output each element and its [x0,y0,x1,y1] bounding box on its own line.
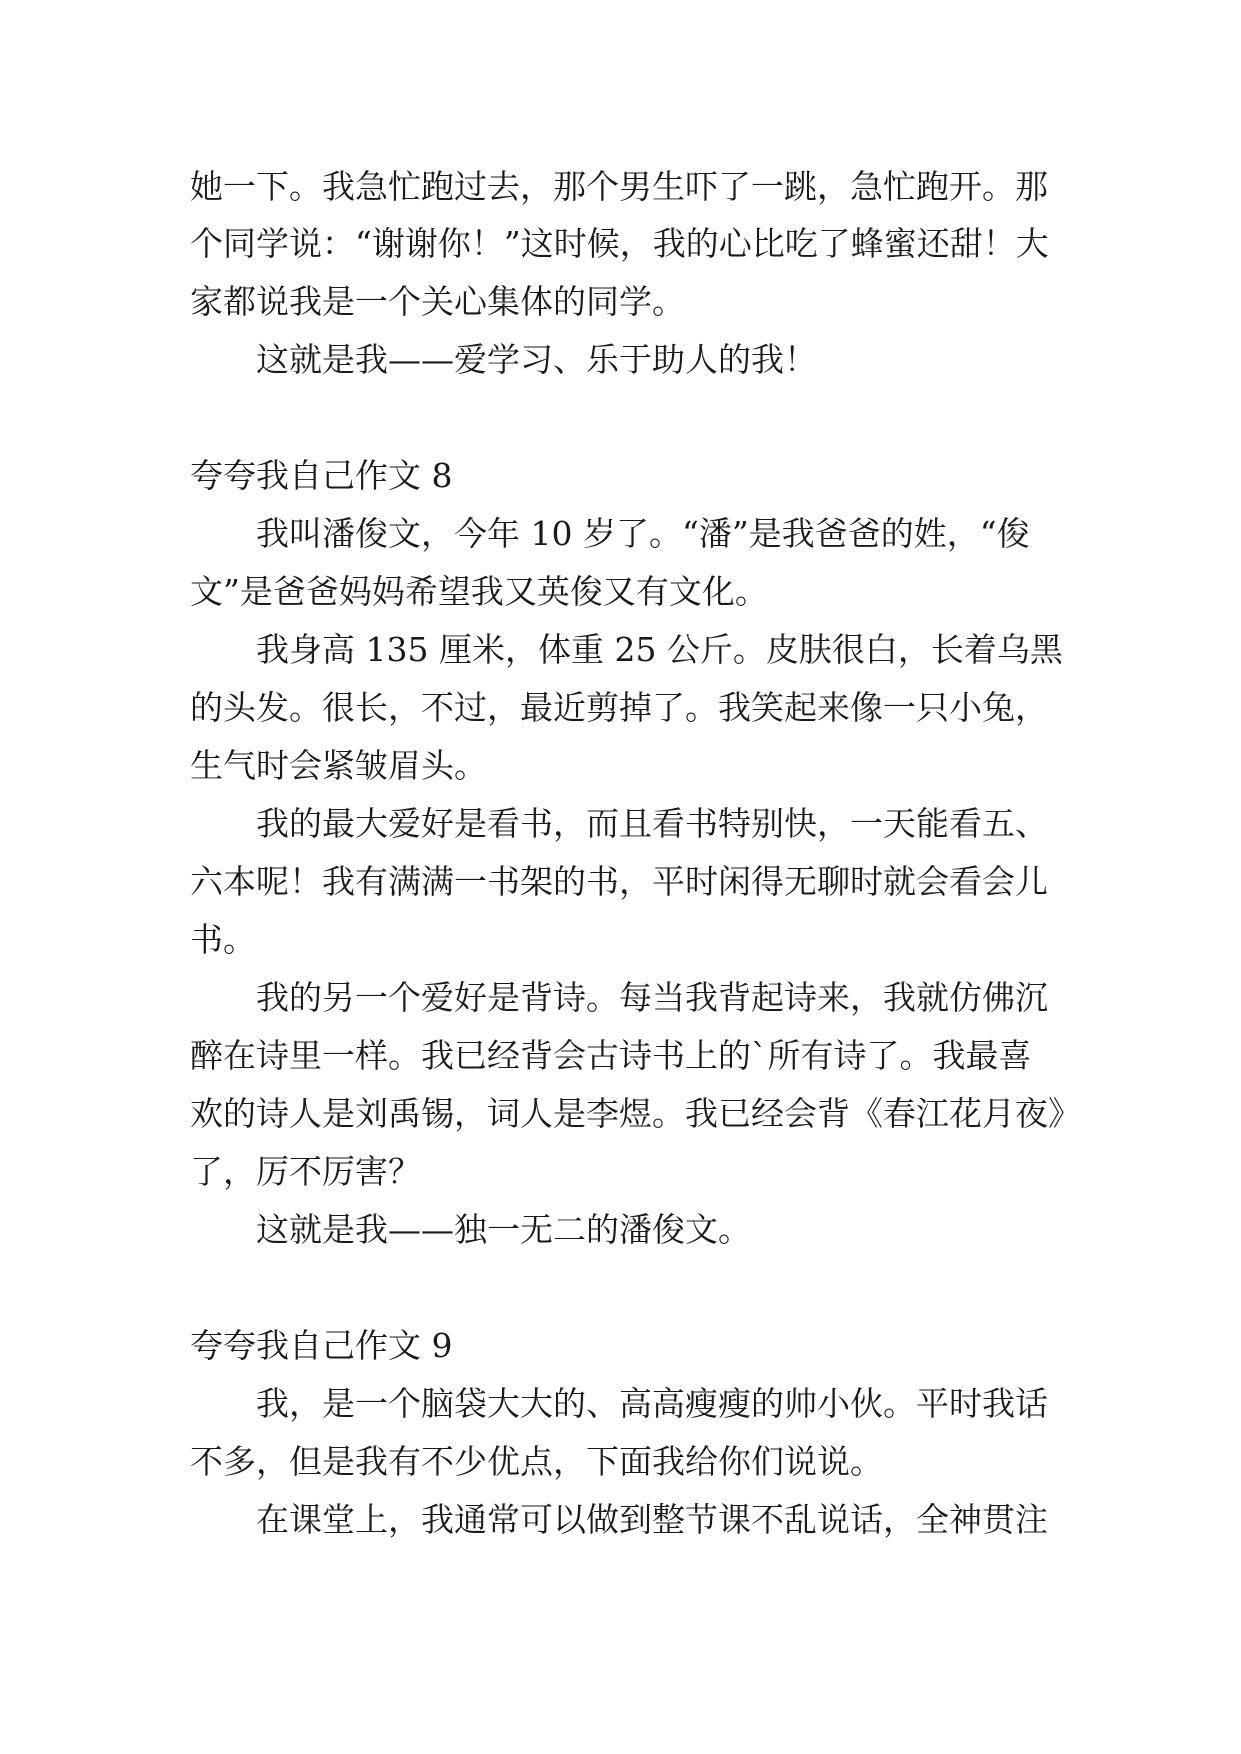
text-line: 她一下。我急忙跑过去，那个男生吓了一跳，急忙跑开。那 [190,167,1048,206]
text-line: 我叫潘俊文，今年 10 岁了。“潘”是我爸爸的姓，“俊 [256,514,1030,553]
text-line: 我，是一个脑袋大大的、高高瘦瘦的帅小伙。平时我话 [256,1384,1048,1423]
text-line: 我的最大爱好是看书，而且看书特别快，一天能看五、 [256,804,1048,843]
text-line: 生气时会紧皱眉头。 [190,746,487,785]
text-line: 不多，但是我有不少优点，下面我给你们说说。 [190,1442,883,1481]
text-line: 文”是爸爸妈妈希望我又英俊又有文化。 [190,572,768,611]
text-line: 我身高 135 厘米，体重 25 公斤。皮肤很白，长着乌黑 [256,630,1063,669]
text-line: 在课堂上，我通常可以做到整节课不乱说话，全神贯注 [256,1500,1048,1539]
text-line: 家都说我是一个关心集体的同学。 [190,282,685,321]
section-heading: 夸夸我自己作文 8 [190,456,453,495]
text-line: 这就是我——独一无二的潘俊文。 [256,1210,751,1249]
text-line: 了，厉不厉害？ [190,1152,421,1191]
text-line: 欢的诗人是刘禹锡，词人是李煜。我已经会背《春江花月夜》 [190,1094,1081,1133]
text-line: 书。 [190,920,256,959]
text-line: 醉在诗里一样。我已经背会古诗书上的`所有诗了。我最喜 [190,1036,1032,1075]
text-line: 个同学说：“谢谢你！”这时候，我的心比吃了蜂蜜还甜！大 [190,224,1049,263]
text-line: 的头发。很长，不过，最近剪掉了。我笑起来像一只小兔， [190,688,1048,727]
section-heading: 夸夸我自己作文 9 [190,1326,453,1365]
text-line: 我的另一个爱好是背诗。每当我背起诗来，我就仿佛沉 [256,978,1048,1017]
text-line: 这就是我——爱学习、乐于助人的我！ [256,340,817,379]
text-line: 六本呢！我有满满一书架的书，平时闲得无聊时就会看会儿 [190,862,1048,901]
